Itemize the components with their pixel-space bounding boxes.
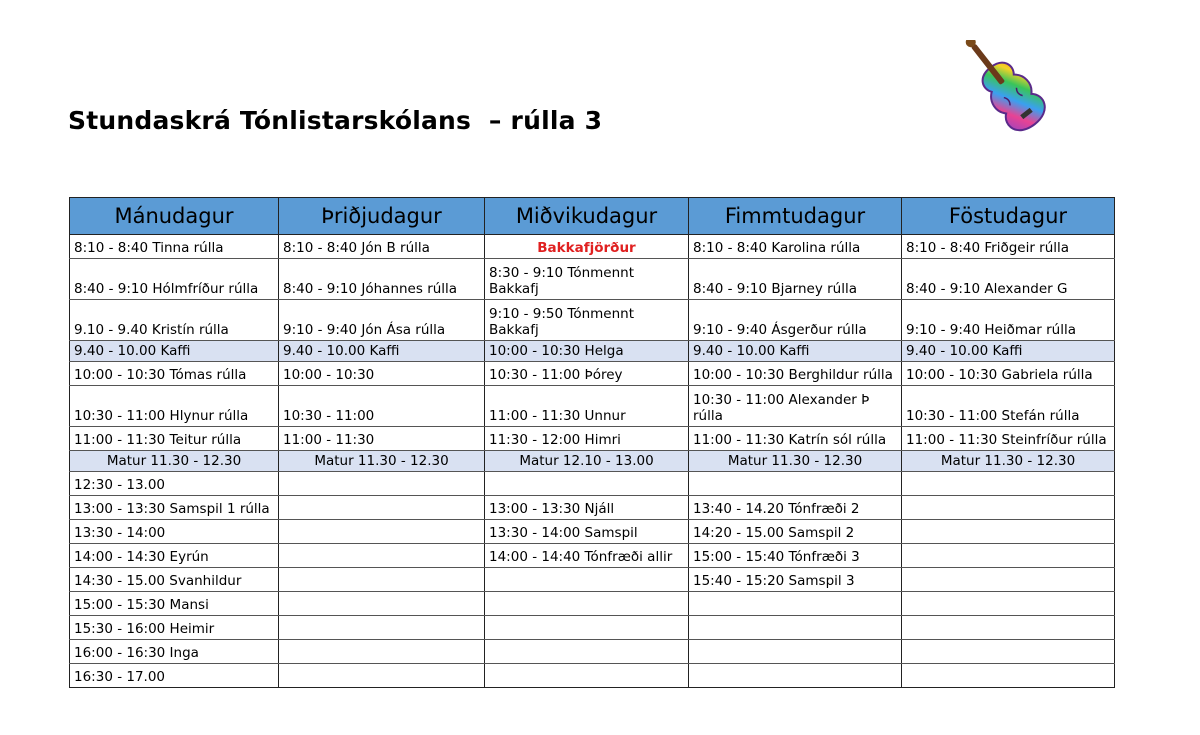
schedule-cell: 10:30 - 11:00: [279, 386, 485, 427]
schedule-cell: 9:10 - 9:40 Heiðmar rúlla: [902, 300, 1115, 341]
schedule-cell: 10:00 - 10:30 Gabriela rúlla: [902, 362, 1115, 386]
schedule-cell: Matur 11.30 - 12.30: [689, 451, 902, 472]
schedule-cell: [902, 664, 1115, 688]
schedule-cell: [902, 616, 1115, 640]
schedule-cell: Matur 11.30 - 12.30: [902, 451, 1115, 472]
schedule-cell: 10:00 - 10:30 Tómas rúlla: [70, 362, 279, 386]
table-row: [70, 520, 1115, 544]
schedule-cell: 16:30 - 17.00: [70, 664, 279, 688]
schedule-cell: 9:10 - 9:50 Tónmennt Bakkafj: [485, 300, 689, 341]
schedule-cell: 8:10 - 8:40 Tinna rúlla: [70, 235, 279, 259]
table-row: [70, 616, 1115, 640]
schedule-cell: 10:30 - 11:00 Alexander Þ rúlla: [689, 386, 902, 427]
schedule-cell: 11:00 - 11:30 Unnur: [485, 386, 689, 427]
schedule-cell: [902, 496, 1115, 520]
schedule-cell: 9:10 - 9:40 Ásgerður rúlla: [689, 300, 902, 341]
schedule-cell: 9.40 - 10.00 Kaffi: [689, 341, 902, 362]
schedule-cell: 10:30 - 11:00 Þórey: [485, 362, 689, 386]
schedule-body: [70, 235, 1115, 688]
schedule-cell: [279, 664, 485, 688]
schedule-cell: [279, 472, 485, 496]
schedule-cell: [902, 544, 1115, 568]
table-row: [70, 235, 1115, 259]
table-row: [70, 386, 1115, 427]
break-row: [70, 341, 1115, 362]
schedule-cell: [485, 664, 689, 688]
schedule-cell: 8:10 - 8:40 Jón B rúlla: [279, 235, 485, 259]
table-row: [70, 544, 1115, 568]
table-row: [70, 664, 1115, 688]
schedule-cell: 15:40 - 15:20 Samspil 3: [689, 568, 902, 592]
lunch-row: [70, 451, 1115, 472]
schedule-cell: Matur 12.10 - 13.00: [485, 451, 689, 472]
schedule-table: [69, 197, 1115, 688]
schedule-cell: 8:40 - 9:10 Bjarney rúlla: [689, 259, 902, 300]
schedule-cell: [279, 520, 485, 544]
schedule-cell: Matur 11.30 - 12.30: [279, 451, 485, 472]
schedule-cell: 8:30 - 9:10 Tónmennt Bakkafj: [485, 259, 689, 300]
day-header: Fimmtudagur: [689, 198, 902, 235]
schedule-cell: 10:00 - 10:30 Berghildur rúlla: [689, 362, 902, 386]
schedule-cell: 14:20 - 15.00 Samspil 2: [689, 520, 902, 544]
page-title: Stundaskrá Tónlistarskólans – rúlla 3: [68, 106, 603, 135]
schedule-cell: 8:40 - 9:10 Jóhannes rúlla: [279, 259, 485, 300]
schedule-cell: 9.40 - 10.00 Kaffi: [279, 341, 485, 362]
schedule-cell: [279, 544, 485, 568]
schedule-cell: 10:30 - 11:00 Stefán rúlla: [902, 386, 1115, 427]
schedule-cell: [689, 616, 902, 640]
schedule-cell: 15:00 - 15:40 Tónfræði 3: [689, 544, 902, 568]
schedule-cell: 10:30 - 11:00 Hlynur rúlla: [70, 386, 279, 427]
table-row: [70, 300, 1115, 341]
schedule-cell: [902, 568, 1115, 592]
schedule-cell: 11:30 - 12:00 Himri: [485, 427, 689, 451]
table-row: [70, 472, 1115, 496]
schedule-cell: 13:40 - 14.20 Tónfræði 2: [689, 496, 902, 520]
schedule-cell: 14:30 - 15.00 Svanhildur: [70, 568, 279, 592]
table-row: [70, 427, 1115, 451]
schedule-cell: 14:00 - 14:30 Eyrún: [70, 544, 279, 568]
violin-icon: [962, 40, 1068, 140]
schedule-cell: 13:00 - 13:30 Njáll: [485, 496, 689, 520]
table-row: [70, 259, 1115, 300]
schedule-cell: 8:10 - 8:40 Friðgeir rúlla: [902, 235, 1115, 259]
schedule-cell: 10:00 - 10:30 Helga: [485, 341, 689, 362]
schedule-cell: 9.10 - 9.40 Kristín rúlla: [70, 300, 279, 341]
table-row: [70, 362, 1115, 386]
header-row: [70, 198, 1115, 235]
schedule-cell: [902, 472, 1115, 496]
schedule-cell: 8:10 - 8:40 Karolina rúlla: [689, 235, 902, 259]
schedule-cell: [485, 640, 689, 664]
day-header: Föstudagur: [902, 198, 1115, 235]
schedule-cell: 9.40 - 10.00 Kaffi: [70, 341, 279, 362]
day-header: Þriðjudagur: [279, 198, 485, 235]
schedule-cell: [485, 568, 689, 592]
day-header: Miðvikudagur: [485, 198, 689, 235]
schedule-cell: 11:00 - 11:30 Teitur rúlla: [70, 427, 279, 451]
schedule-cell: 12:30 - 13.00: [70, 472, 279, 496]
schedule-cell: [689, 472, 902, 496]
schedule-cell: [902, 640, 1115, 664]
table-row: [70, 568, 1115, 592]
schedule-cell: 16:00 - 16:30 Inga: [70, 640, 279, 664]
schedule-cell: 8:40 - 9:10 Alexander G: [902, 259, 1115, 300]
schedule-cell: [279, 592, 485, 616]
schedule-cell: 14:00 - 14:40 Tónfræði allir: [485, 544, 689, 568]
table-row: [70, 496, 1115, 520]
schedule-cell: 9.40 - 10.00 Kaffi: [902, 341, 1115, 362]
schedule-cell: Matur 11.30 - 12.30: [70, 451, 279, 472]
schedule-cell: [689, 664, 902, 688]
schedule-cell: 11:00 - 11:30 Katrín sól rúlla: [689, 427, 902, 451]
table-row: [70, 592, 1115, 616]
schedule-cell: 13:30 - 14:00: [70, 520, 279, 544]
schedule-cell: [902, 520, 1115, 544]
day-header: Mánudagur: [70, 198, 279, 235]
schedule-cell: 8:40 - 9:10 Hólmfríður rúlla: [70, 259, 279, 300]
schedule-cell: Bakkafjörður: [485, 235, 689, 259]
schedule-cell: 10:00 - 10:30: [279, 362, 485, 386]
schedule-cell: 9:10 - 9:40 Jón Ása rúlla: [279, 300, 485, 341]
schedule-cell: [279, 496, 485, 520]
schedule-cell: [689, 640, 902, 664]
schedule-cell: 11:00 - 11:30 Steinfríður rúlla: [902, 427, 1115, 451]
schedule-cell: 13:30 - 14:00 Samspil: [485, 520, 689, 544]
schedule-cell: 15:00 - 15:30 Mansi: [70, 592, 279, 616]
schedule-cell: [902, 592, 1115, 616]
schedule-cell: [279, 616, 485, 640]
schedule-cell: [279, 568, 485, 592]
schedule-cell: [689, 592, 902, 616]
schedule-cell: 11:00 - 11:30: [279, 427, 485, 451]
schedule-cell: 13:00 - 13:30 Samspil 1 rúlla: [70, 496, 279, 520]
schedule-cell: 15:30 - 16:00 Heimir: [70, 616, 279, 640]
schedule-cell: [485, 616, 689, 640]
schedule-cell: [485, 472, 689, 496]
schedule-cell: [279, 640, 485, 664]
schedule-cell: [485, 592, 689, 616]
table-row: [70, 640, 1115, 664]
